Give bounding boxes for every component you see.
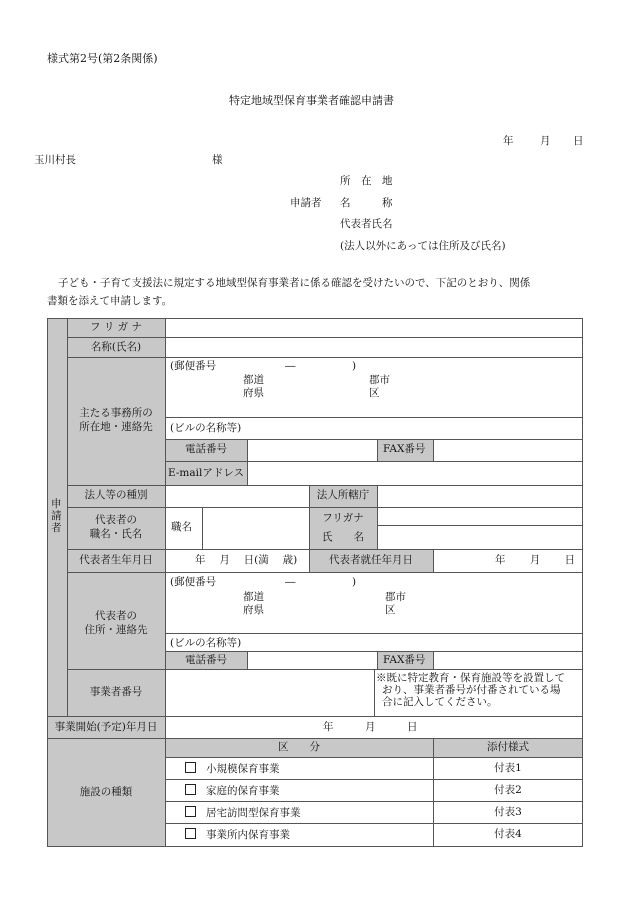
rep-gunshi-2: 区 [385,604,396,616]
furigana-label: フ リ ガ ナ [89,321,142,333]
rep-start-value: 年 月 日 [495,554,576,566]
name-label: 名称(氏名) [90,341,142,353]
honorific: 様 [212,154,223,166]
rep-gunshi-1: 郡市 [385,591,406,603]
checkbox[interactable] [185,828,196,839]
corp-type-label: 法人等の種別 [84,489,148,501]
office-gunshi-1: 郡市 [369,374,390,386]
rep-postal-close: ) [352,576,357,588]
position-label: 職名 [171,521,192,533]
applicant-label: 申請者 [290,197,322,209]
business-start-value: 年 月 日 [323,721,418,733]
facility-form: 付表1 [494,762,522,774]
intro-line-1: 子ども・子育て支援法に規定する地域型保育事業者に係る確認を受けたいので、下記のとおり、関係 [58,277,531,289]
operator-note-2: おり、事業者番号が付番されている場 [382,684,561,696]
facility-option[interactable]: 家庭的保育事業 [185,784,280,798]
checkbox[interactable] [185,784,196,795]
office-postal: (郵便番号 [170,360,217,372]
date-day: 日 [573,135,584,147]
application-form-table [47,318,583,847]
rep-birth-value: 年 月 日(満 歳) [195,554,298,566]
rep-phone-label: 電話番号 [185,654,227,666]
operator-note-3: 合に記入してください。 [382,696,498,708]
rep-start-label: 代表者就任年月日 [329,554,413,566]
date-year: 年 [503,135,514,147]
applicant-name-label: 名 称 [340,197,393,209]
rep-address-label-1: 代表者の [95,610,137,622]
representative-note: (法人以外にあっては住所及び氏名) [340,240,506,252]
office-label-1: 主たる事務所の [79,407,153,419]
facility-form: 付表2 [494,784,522,796]
rep-fax-label: FAX番号 [383,654,426,666]
checkbox[interactable] [185,806,196,817]
attachment-header: 添付様式 [487,741,529,753]
rep-postal-dash: ― [285,576,296,588]
corp-office-label: 法人所轄庁 [316,489,370,501]
date-month: 月 [540,135,551,147]
applicant-vertical-label: 申 請 者 [51,498,62,534]
rep-name-label: 氏 名 [322,531,364,543]
office-todofuken-1: 都道 [243,374,264,386]
operator-note-1: ※既に特定教育・保育施設等を設置して [376,672,565,684]
rep-birth-label: 代表者生年月日 [79,554,153,566]
office-gunshi-2: 区 [369,387,380,399]
facility-type-label: 施設の種類 [79,786,133,798]
representative-label: 代表者氏名 [340,218,393,230]
office-postal-dash: ― [285,360,296,372]
business-start-label: 事業開始(予定)年月日 [54,721,158,733]
document-title: 特定地域型保育事業者確認申請書 [229,94,394,107]
office-label-2: 所在地・連絡先 [79,421,153,433]
office-fax-label: FAX番号 [383,443,426,455]
office-postal-close: ) [352,360,357,372]
intro-line-2: 書類を添えて申請します。 [47,295,173,307]
addressee: 玉川村長 [34,154,76,166]
email-label: E-mailアドレス [168,467,245,479]
rep-todofuken-2: 府県 [243,604,264,616]
rep-postal: (郵便番号 [170,576,217,588]
checkbox[interactable] [185,762,196,773]
rep-building: (ビルの名称等) [170,637,242,649]
category-header: 区 分 [278,741,320,753]
applicant-address-label: 所 在 地 [340,175,393,187]
facility-option[interactable]: 居宅訪問型保育事業 [185,806,301,820]
form-number: 様式第2号(第2条関係) [47,52,158,65]
office-todofuken-2: 府県 [243,387,264,399]
facility-form: 付表3 [494,806,522,818]
office-phone-label: 電話番号 [185,443,227,455]
facility-form: 付表4 [494,828,522,840]
rep-furigana-label: フリガナ [322,512,364,524]
office-building: (ビルの名称等) [170,422,242,434]
rep-todofuken-1: 都道 [243,591,264,603]
rep-address-label-2: 住所・連絡先 [84,624,148,636]
facility-option[interactable]: 事業所内保育事業 [185,828,290,842]
facility-option[interactable]: 小規模保育事業 [185,762,280,776]
rep-title-label-1: 代表者の [95,514,137,526]
operator-number-label: 事業者番号 [89,686,143,698]
rep-title-label-2: 職名・氏名 [89,528,143,540]
